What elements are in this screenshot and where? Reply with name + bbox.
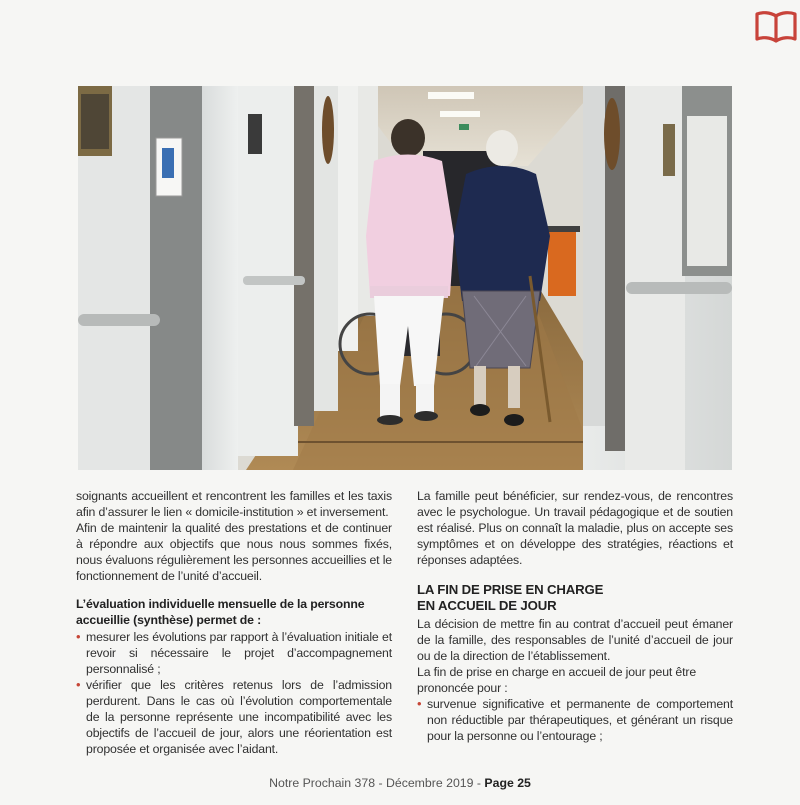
paragraph: soignants accueillent et rencontrent les familles et les taxis afin d’assurer le lien « domicile-institution » et inversement. <box>76 489 392 519</box>
section-title <box>417 582 733 614</box>
footer-publication: Notre Prochain 378 - Décembre 2019 - <box>269 776 485 790</box>
bullet-list <box>76 629 392 757</box>
bullet-list <box>417 696 733 744</box>
right-column <box>417 488 733 744</box>
list-item: • mesurer les évolutions par rapport à l’évaluation initiale et revoir si nécessaire le projet d’accompagnement personnalisé ; <box>76 629 392 677</box>
section-title-line: EN ACCUEIL DE JOUR <box>417 598 557 613</box>
photo-nursing-home-corridor <box>78 86 732 470</box>
list-item: • survenue significative et permanente de comportement non réductible par thérapeutiques, et générant un risque pour la personne ou l’entourage ; <box>417 696 733 744</box>
paragraph: La fin de prise en charge en accueil de jour peut être prononcée pour : <box>417 665 697 695</box>
list-item: • vérifier que les critères retenus lors de l’admission perdurent. Dans le cas où l’évolution comportementale de la personne représente une incompatibilité avec les objectifs de l’accueil de jour, alors une réorientation est proposée et organisée avec l’aidant. <box>76 677 392 757</box>
page-number: Page 25 <box>484 776 531 790</box>
left-column <box>76 488 392 757</box>
paragraph: La décision de mettre fin au contrat d’accueil peut émaner de la famille, des responsables de l’unité d’accueil de jour ou de la direction de l’établissement. <box>417 617 733 663</box>
page-footer <box>0 776 800 790</box>
section-title-line: LA FIN DE PRISE EN CHARGE <box>417 582 604 597</box>
paragraph: La famille peut bénéficier, sur rendez-vous, de rencontres avec le psychologue. Un travail pédagogique et de soutien est réalisé. Plus on connaît la maladie, plus on accepte ses symptômes et on développe des stratégies, réactions et réponses adaptées. <box>417 489 733 567</box>
paragraph: Afin de maintenir la qualité des prestations et de continuer à répondre aux objectifs que nous nous sommes fixés, nous évaluons régulièrement les personnes accueillies et le fonctionnement de l’unité d’accueil. <box>76 521 392 583</box>
subheading: L’évaluation individuelle mensuelle de la personne accueillie (synthèse) permet de : <box>76 597 365 627</box>
book-icon <box>754 8 798 44</box>
